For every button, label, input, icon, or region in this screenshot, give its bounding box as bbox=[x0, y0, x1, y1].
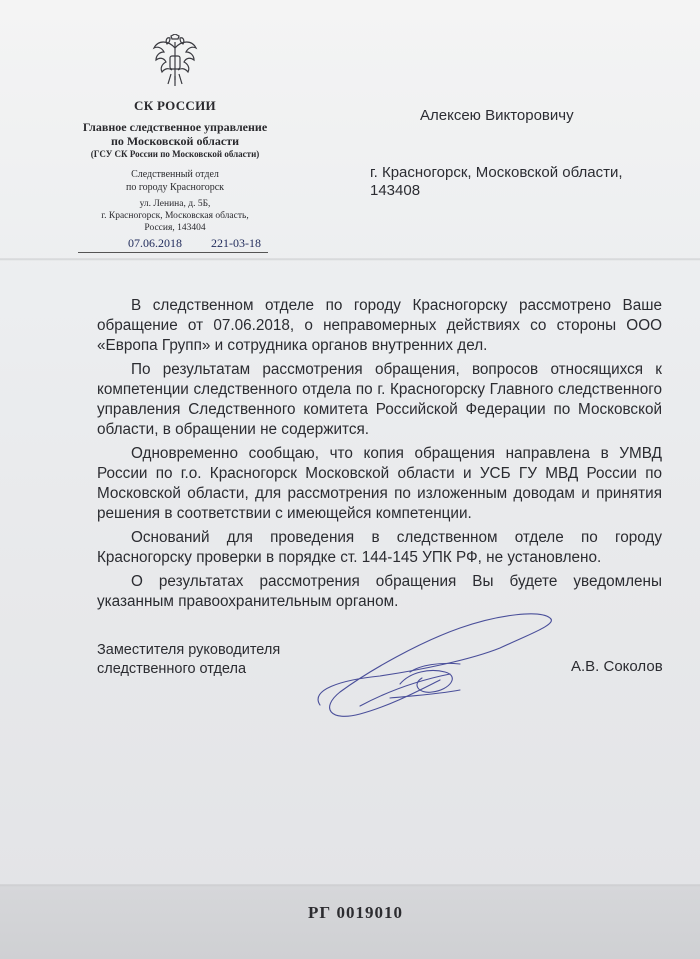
org-name: СК РОССИИ bbox=[134, 98, 216, 113]
signatory-position-line-2: следственного отдела bbox=[97, 661, 247, 677]
body-paragraph: Оснований для проведения в следственном отделе по городу Красногорску проверки в порядке ст. 144-145 УПК РФ, не установлено. bbox=[97, 529, 662, 566]
recipient-name: Алексею Викторовичу bbox=[420, 107, 574, 124]
sender-address bbox=[50, 198, 300, 234]
form-serial-number: РГ 0019010 bbox=[308, 903, 403, 922]
sender-address-line-3: Россия, 143404 bbox=[144, 223, 206, 233]
department-short-name: (ГСУ СК России по Московской области) bbox=[90, 149, 260, 159]
outgoing-number: 221-03-18 bbox=[211, 236, 261, 250]
date-underline bbox=[78, 252, 268, 253]
sender-address-line-2: г. Красногорск, Московская область, bbox=[101, 211, 249, 221]
double-headed-eagle-icon bbox=[150, 34, 200, 88]
paper-fold-top bbox=[0, 258, 700, 261]
unit-line-1: Следственный отдел bbox=[131, 169, 219, 180]
body-paragraph: Одновременно сообщаю, что копия обращения направлена в УМВД России по г.о. Красногорск Московской области и УСБ ГУ МВД России по Московской области, для рассмотрения по изложенным доводам и принятия решения в соответствии с имеющейся компетенции. bbox=[97, 445, 662, 522]
sender-address-line-1: ул. Ленина, д. 5Б, bbox=[139, 199, 211, 209]
body-paragraph: О результатах рассмотрения обращения Вы будете уведомлены указанным правоохранительным органом. bbox=[97, 573, 662, 610]
letter-date: 07.06.2018 bbox=[128, 236, 182, 250]
unit-name bbox=[50, 168, 300, 194]
signatory-name: А.В. Соколов bbox=[571, 658, 663, 675]
handwritten-signature bbox=[300, 610, 560, 730]
department-line-1: Главное следственное управление bbox=[82, 120, 268, 134]
signatory-position-line-1: Заместителя руководителя bbox=[97, 642, 281, 658]
department-full-name bbox=[50, 120, 300, 148]
letter-body bbox=[97, 296, 662, 616]
recipient-address bbox=[370, 164, 670, 200]
signatory-position bbox=[97, 641, 280, 679]
recipient-address-line-1: г. Красногорск, Московской области, bbox=[370, 164, 623, 181]
recipient-address-line-2: 143408 bbox=[370, 182, 421, 199]
body-paragraph: В следственном отделе по городу Красногорску рассмотрено Ваше обращение от 07.06.2018, о неправомерных действиях со стороны ООО «Европа Групп» и сотрудника органов внутренних дел. bbox=[97, 297, 662, 354]
date-number-line bbox=[78, 236, 268, 252]
paper-fold-bottom bbox=[0, 884, 700, 887]
unit-line-2: по городу Красногорск bbox=[125, 182, 225, 193]
body-paragraph: По результатам рассмотрения обращения, вопросов относящихся к компетенции следственного отдела по г. Красногорску Главного следственного управления Следственного комитета Российской Федерации по Московской области, в обращении не содержится. bbox=[97, 361, 662, 438]
department-line-2: по Московской области bbox=[110, 134, 240, 148]
